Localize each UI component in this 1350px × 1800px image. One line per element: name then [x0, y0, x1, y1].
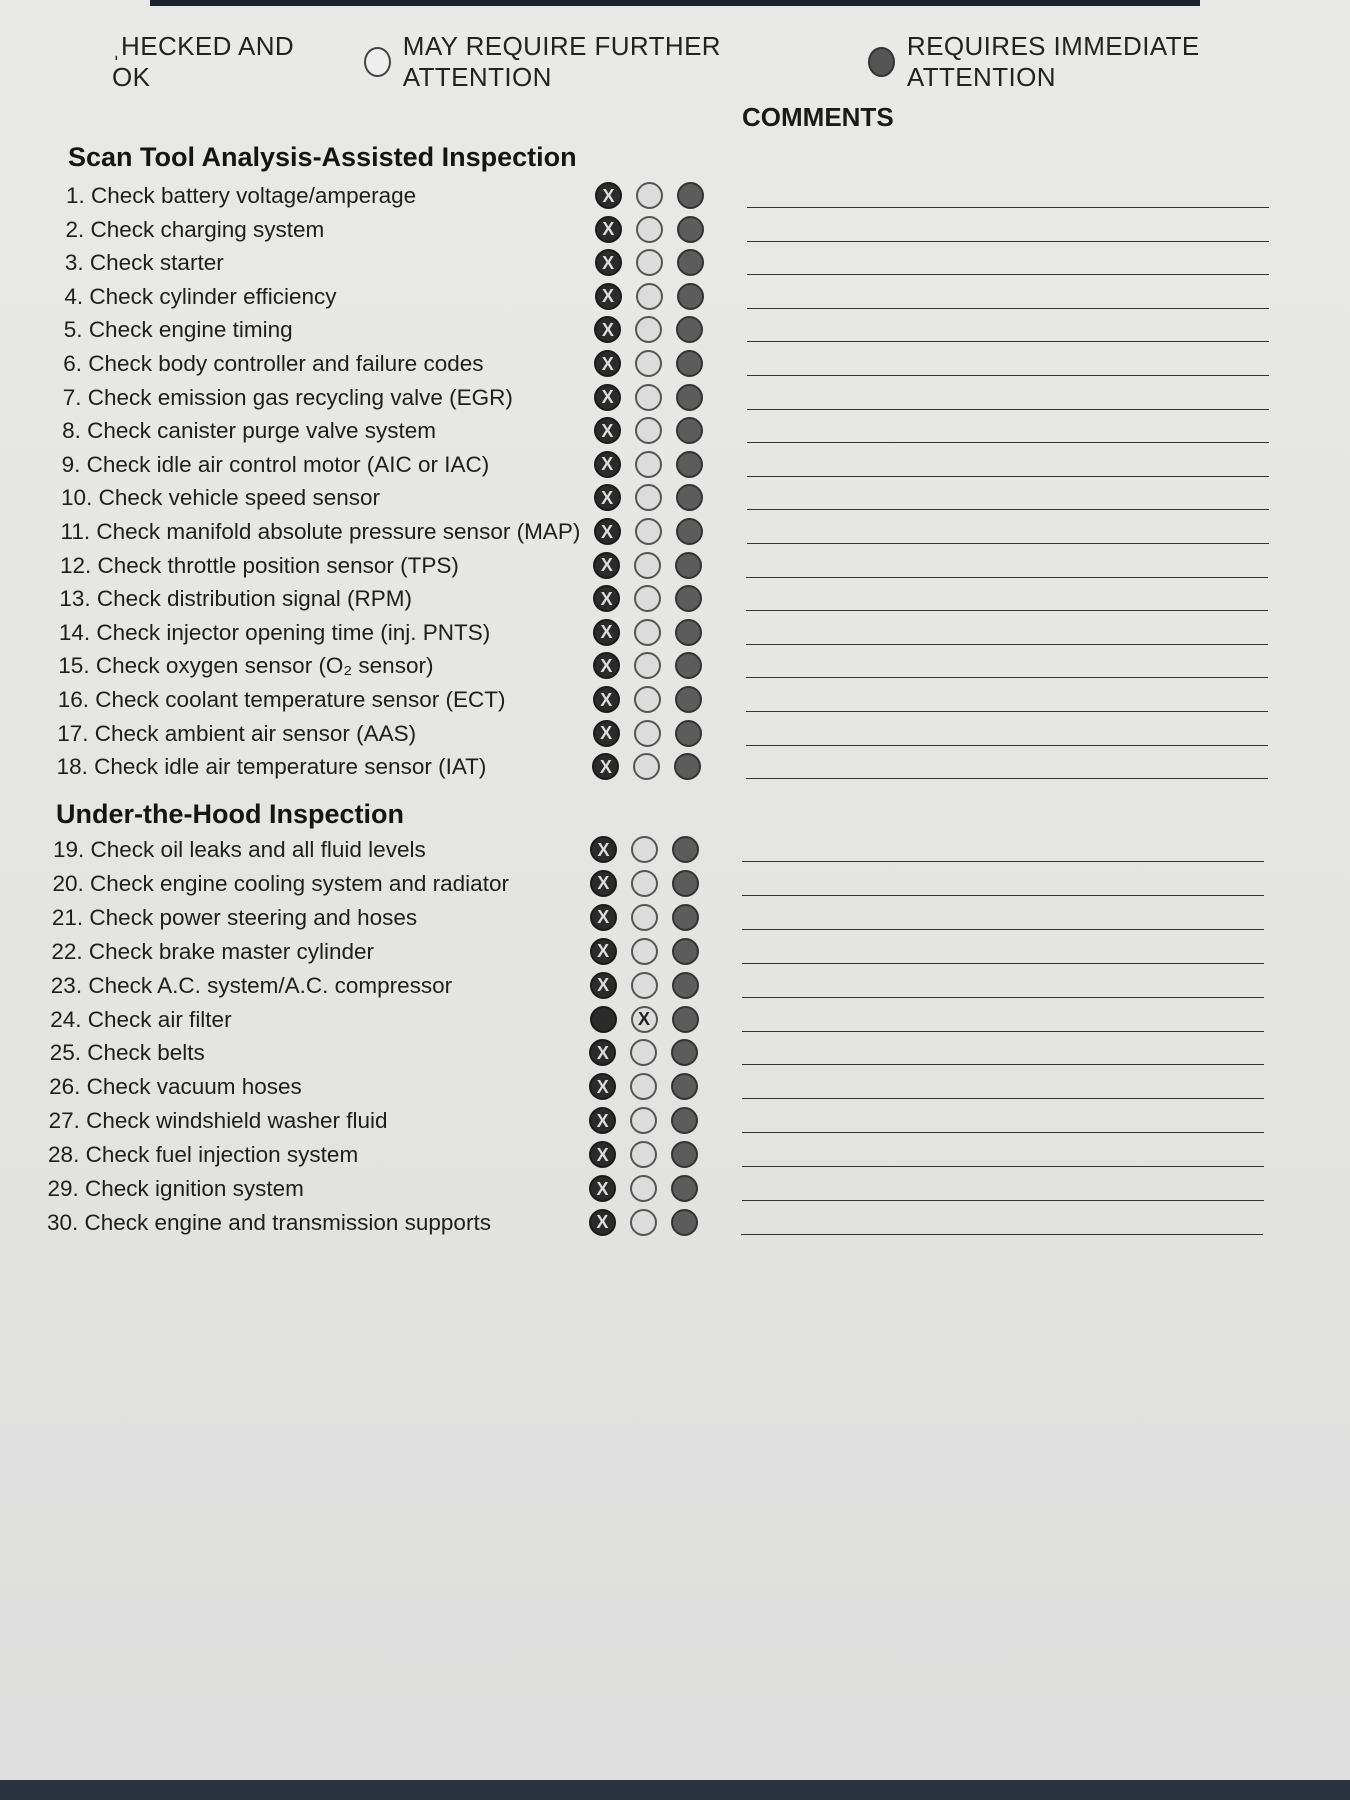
comment-line[interactable]: [742, 1064, 1264, 1065]
x-mark-icon: X: [601, 454, 614, 475]
checked-ok-circle[interactable]: [590, 870, 617, 897]
may-require-circle[interactable]: [635, 316, 662, 343]
checked-ok-circle[interactable]: [592, 753, 619, 780]
comment-line[interactable]: [742, 1132, 1264, 1133]
comment-line[interactable]: [746, 644, 1268, 645]
checklist-item-label: 30. Check engine and transmission supports: [46, 1209, 491, 1235]
comment-line[interactable]: [742, 1031, 1264, 1032]
checklist-item-label: 11. Check manifold absolute pressure sensor (MAP): [60, 519, 581, 544]
x-mark-icon: X: [600, 689, 613, 710]
requires-immediate-circle[interactable]: [672, 904, 699, 931]
x-mark-icon: X: [600, 655, 613, 676]
x-mark-icon: X: [602, 252, 615, 273]
comment-line[interactable]: [747, 509, 1269, 510]
comment-line[interactable]: [747, 409, 1269, 410]
checklist-item-label: 25. Check belts: [49, 1040, 205, 1066]
requires-immediate-circle[interactable]: [675, 619, 702, 646]
may-require-circle[interactable]: [630, 1141, 657, 1168]
requires-immediate-circle[interactable]: [674, 753, 701, 780]
checked-ok-circle[interactable]: [595, 283, 622, 310]
comment-line[interactable]: [747, 543, 1269, 544]
may-require-circle[interactable]: [634, 619, 661, 646]
requires-immediate-circle[interactable]: [677, 249, 704, 276]
x-mark-icon: X: [596, 1212, 609, 1233]
checked-ok-circle[interactable]: [593, 652, 620, 679]
comment-line[interactable]: [747, 341, 1269, 342]
legend-requires-immediate-label: REQUIRES IMMEDIATE ATTENTION: [906, 31, 1200, 92]
may-require-circle[interactable]: [636, 182, 663, 209]
requires-immediate-circle[interactable]: [672, 836, 699, 863]
comment-line[interactable]: [741, 1234, 1263, 1235]
checklist-item-label: 5. Check engine timing: [63, 317, 293, 343]
checked-ok-circle[interactable]: [594, 384, 621, 411]
checklist-item-label: 23. Check A.C. system/A.C. compressor: [50, 972, 453, 998]
may-require-circle[interactable]: [631, 836, 658, 863]
may-require-circle[interactable]: [631, 972, 658, 999]
comment-line[interactable]: [742, 1098, 1264, 1099]
checklist-item-label: 28. Check fuel injection system: [48, 1142, 359, 1168]
checklist-item-label: 14. Check injector opening time (inj. PNTS): [58, 619, 491, 645]
checked-ok-circle[interactable]: [590, 836, 617, 863]
comment-line[interactable]: [742, 929, 1264, 930]
checked-ok-circle[interactable]: [594, 518, 621, 545]
requires-immediate-circle[interactable]: [677, 283, 704, 310]
comments-header: COMMENTS: [742, 102, 894, 132]
checklist-item-label: 1. Check battery voltage/amperage: [66, 183, 417, 208]
comment-line[interactable]: [746, 711, 1268, 712]
may-require-circle[interactable]: [636, 283, 663, 310]
comment-line[interactable]: [747, 308, 1269, 309]
checklist-item-label: 16. Check coolant temperature sensor (ECT): [57, 687, 506, 712]
checked-ok-circle[interactable]: [594, 350, 621, 377]
checklist-item-label: 12. Check throttle position sensor (TPS): [59, 552, 459, 578]
checked-ok-circle[interactable]: [589, 1039, 616, 1066]
x-mark-icon: X: [602, 286, 615, 307]
x-mark-icon: X: [599, 756, 612, 777]
may-require-circle[interactable]: [635, 451, 662, 478]
checklist-item-label: 19. Check oil leaks and all fluid levels: [53, 837, 426, 862]
requires-immediate-circle[interactable]: [675, 720, 702, 747]
requires-immediate-circle[interactable]: [676, 316, 703, 343]
comment-line[interactable]: [742, 861, 1264, 862]
requires-immediate-circle[interactable]: [676, 451, 703, 478]
may-require-circle[interactable]: [631, 904, 658, 931]
comment-line[interactable]: [746, 577, 1268, 578]
x-mark-icon: X: [597, 975, 610, 996]
may-require-circle[interactable]: [630, 1209, 657, 1236]
may-require-circle[interactable]: [635, 484, 662, 511]
requires-immediate-circle[interactable]: [675, 552, 702, 579]
legend-checked-ok: [112, 31, 312, 93]
requires-immediate-circle[interactable]: [676, 384, 703, 411]
may-require-circle[interactable]: [633, 753, 660, 780]
comment-line[interactable]: [747, 476, 1269, 477]
comment-line[interactable]: [746, 677, 1268, 678]
x-mark-icon: X: [597, 907, 610, 928]
requires-immediate-circle[interactable]: [671, 1175, 698, 1202]
checked-ok-circle[interactable]: [595, 216, 622, 243]
checked-ok-circle[interactable]: [589, 1209, 616, 1236]
legend: [112, 31, 1350, 92]
may-require-circle[interactable]: [630, 1175, 657, 1202]
checked-ok-circle[interactable]: [593, 619, 620, 646]
requires-immediate-circle[interactable]: [676, 417, 703, 444]
requires-immediate-circle[interactable]: [676, 484, 703, 511]
x-mark-icon: X: [597, 873, 610, 894]
may-require-circle[interactable]: [635, 384, 662, 411]
x-mark-icon: X: [596, 1076, 609, 1097]
checked-ok-circle[interactable]: [590, 904, 617, 931]
checklist-item-label: 26. Check vacuum hoses: [49, 1074, 302, 1100]
checked-ok-circle[interactable]: [589, 1175, 616, 1202]
comment-line[interactable]: [747, 207, 1269, 208]
may-require-circle[interactable]: [635, 350, 662, 377]
checklist-item-label: 10. Check vehicle speed sensor: [61, 485, 380, 511]
checklist-item-label: 4. Check cylinder efficiency: [64, 283, 337, 309]
may-require-circle[interactable]: [635, 518, 662, 545]
comment-line[interactable]: [747, 442, 1269, 443]
requires-immediate-circle[interactable]: [675, 686, 702, 713]
comment-line[interactable]: [747, 375, 1269, 376]
checked-ok-circle[interactable]: [595, 249, 622, 276]
requires-immediate-circle[interactable]: [672, 870, 699, 897]
x-mark-icon: X: [601, 387, 614, 408]
requires-immediate-circle[interactable]: [671, 1073, 698, 1100]
comment-line[interactable]: [747, 241, 1269, 242]
checked-ok-circle[interactable]: [590, 938, 617, 965]
requires-immediate-circle[interactable]: [677, 182, 704, 209]
checklist-item-label: 20. Check engine cooling system and radiator: [52, 870, 509, 896]
checklist-item-label: 13. Check distribution signal (RPM): [59, 586, 413, 612]
x-mark-icon: X: [596, 1178, 609, 1199]
comment-line[interactable]: [746, 610, 1268, 611]
requires-immediate-circle[interactable]: [675, 652, 702, 679]
requires-immediate-circle[interactable]: [676, 350, 703, 377]
checklist-item-label: 17. Check ambient air sensor (AAS): [57, 720, 417, 746]
x-mark-icon: X: [600, 555, 613, 576]
x-mark-icon: X: [597, 839, 610, 860]
checked-ok-circle[interactable]: [594, 451, 621, 478]
section-title-scan-tool: Scan Tool Analysis-Assisted Inspection: [68, 142, 577, 172]
x-mark-icon: X: [637, 1009, 650, 1029]
page-top-shadow: [150, 0, 1200, 6]
comment-line[interactable]: [747, 274, 1269, 275]
requires-immediate-circle[interactable]: [671, 1141, 698, 1168]
may-require-circle[interactable]: [631, 938, 658, 965]
checked-ok-circle[interactable]: [590, 1006, 617, 1033]
x-mark-icon: X: [600, 723, 613, 744]
checked-ok-circle[interactable]: [590, 972, 617, 999]
may-require-circle[interactable]: [630, 1107, 657, 1134]
x-mark-icon: X: [596, 1042, 609, 1063]
requires-immediate-circle[interactable]: [672, 938, 699, 965]
checklist-item-label: 3. Check starter: [64, 250, 224, 276]
x-mark-icon: X: [601, 353, 614, 374]
x-mark-icon: X: [600, 622, 613, 643]
checked-ok-circle[interactable]: [589, 1107, 616, 1134]
x-mark-icon: X: [597, 941, 610, 962]
comment-line[interactable]: [742, 997, 1264, 998]
checked-ok-circle[interactable]: [594, 417, 621, 444]
may-require-circle[interactable]: [630, 1073, 657, 1100]
x-mark-icon: X: [600, 588, 613, 609]
x-mark-icon: X: [602, 219, 615, 240]
checklist-item-label: 22. Check brake master cylinder: [51, 938, 374, 964]
may-require-circle[interactable]: [634, 720, 661, 747]
checklist-item-label: 21. Check power steering and hoses: [51, 904, 418, 930]
checked-ok-circle[interactable]: [594, 484, 621, 511]
checklist-item-label: 6. Check body controller and failure codes: [63, 351, 484, 376]
x-mark-icon: X: [600, 521, 613, 542]
comment-line[interactable]: [742, 1166, 1264, 1167]
may-require-circle[interactable]: [636, 216, 663, 243]
checked-ok-circle[interactable]: [593, 686, 620, 713]
legend-requires-immediate: [868, 31, 1298, 93]
comment-line[interactable]: [742, 963, 1264, 964]
comment-line[interactable]: [746, 745, 1268, 746]
requires-immediate-circle[interactable]: [671, 1107, 698, 1134]
legend-may-require: [364, 31, 816, 93]
checklist-item-label: 7. Check emission gas recycling valve (EGR): [62, 384, 513, 410]
comment-line[interactable]: [742, 895, 1264, 896]
comment-line[interactable]: [742, 1200, 1264, 1201]
legend-checked-ok-label: ˌHECKED AND OK: [112, 31, 295, 92]
x-mark-icon: X: [602, 185, 615, 206]
checklist-item-label: 24. Check air filter: [50, 1006, 232, 1032]
checklist-item-label: 8. Check canister purge valve system: [62, 418, 437, 444]
checked-ok-circle[interactable]: [589, 1073, 616, 1100]
section-title-under-hood: Under-the-Hood Inspection: [56, 799, 404, 829]
may-require-circle[interactable]: [634, 585, 661, 612]
checked-ok-circle[interactable]: [595, 182, 622, 209]
requires-immediate-circle[interactable]: [675, 585, 702, 612]
requires-immediate-circle[interactable]: [671, 1039, 698, 1066]
filled-circle-icon: [868, 47, 895, 77]
checked-ok-circle[interactable]: [593, 585, 620, 612]
checked-ok-circle[interactable]: [593, 720, 620, 747]
may-require-circle[interactable]: [634, 652, 661, 679]
x-mark-icon: X: [601, 420, 614, 441]
checklist-item-label: 15. Check oxygen sensor (O₂ sensor): [58, 653, 434, 679]
checklist-item-label: 27. Check windshield washer fluid: [48, 1108, 388, 1134]
checklist-item-label: 18. Check idle air temperature sensor (IAT): [56, 754, 487, 780]
empty-circle-icon: [364, 47, 391, 77]
may-require-circle[interactable]: [635, 417, 662, 444]
checked-ok-circle[interactable]: [593, 552, 620, 579]
requires-immediate-circle[interactable]: [677, 216, 704, 243]
may-require-circle[interactable]: [631, 1006, 658, 1033]
x-mark-icon: X: [596, 1144, 609, 1165]
may-require-circle[interactable]: [630, 1039, 657, 1066]
x-mark-icon: X: [601, 487, 614, 508]
may-require-circle[interactable]: [631, 870, 658, 897]
checked-ok-circle[interactable]: [589, 1141, 616, 1168]
may-require-circle[interactable]: [636, 249, 663, 276]
requires-immediate-circle[interactable]: [671, 1209, 698, 1236]
may-require-circle[interactable]: [634, 552, 661, 579]
requires-immediate-circle[interactable]: [676, 518, 703, 545]
legend-may-require-label: MAY REQUIRE FURTHER ATTENTION: [402, 31, 721, 92]
comment-line[interactable]: [746, 778, 1268, 779]
checklist-item-label: 29. Check ignition system: [47, 1176, 304, 1201]
checklist-item-label: 9. Check idle air control motor (AIC or IAC): [61, 451, 490, 477]
requires-immediate-circle[interactable]: [672, 1006, 699, 1033]
requires-immediate-circle[interactable]: [672, 972, 699, 999]
checklist-item-label: 2. Check charging system: [65, 216, 325, 242]
x-mark-icon: X: [601, 319, 614, 340]
x-mark-icon: X: [596, 1110, 609, 1131]
checked-ok-circle[interactable]: [594, 316, 621, 343]
may-require-circle[interactable]: [634, 686, 661, 713]
